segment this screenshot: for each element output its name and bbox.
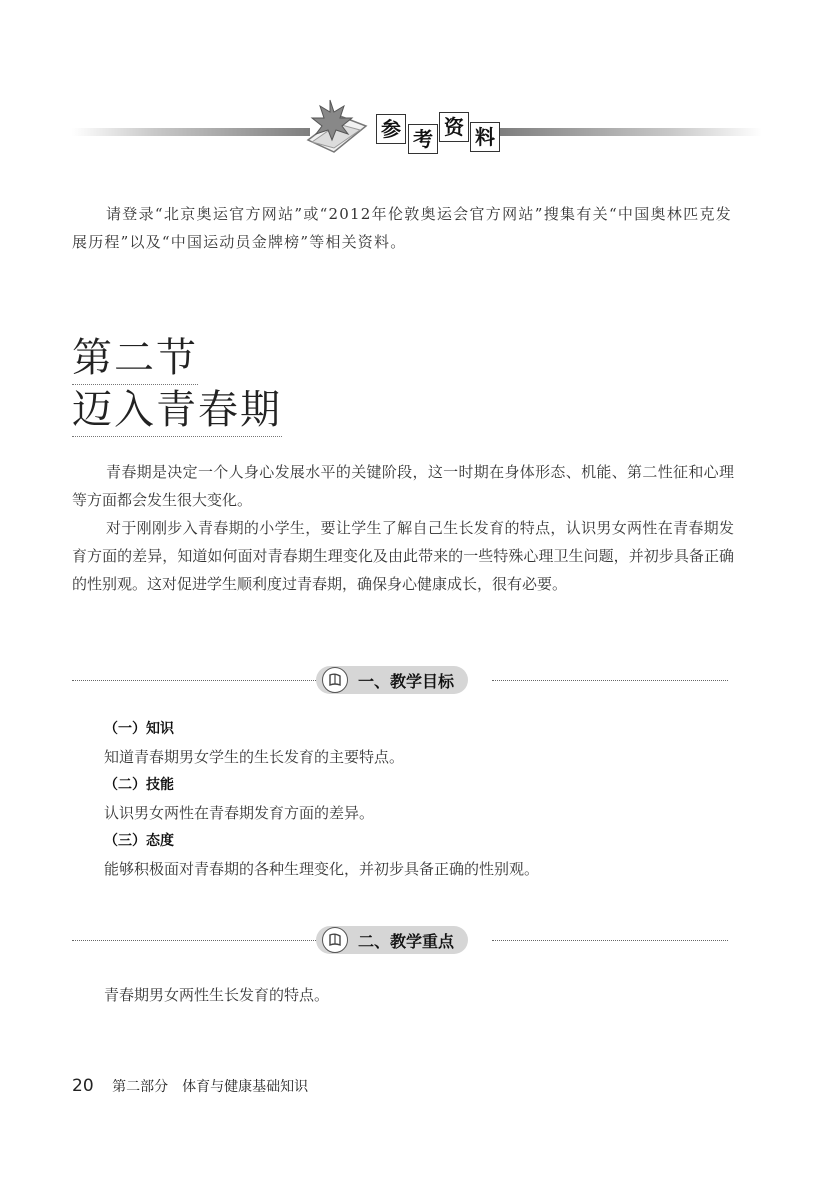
footer-part-title: 第二部分 体育与健康基础知识 [112,1079,309,1095]
objective-label-skills: （二）技能 [104,777,174,793]
reference-banner-line-right [500,128,762,136]
heading-divider-right [492,680,728,681]
heading-divider-left [72,680,320,681]
reference-char-4: 料 [470,122,500,152]
heading-divider-left-2 [72,940,320,941]
key-points-heading-label: 二、教学重点 [358,931,455,951]
section-number: 第二节 [72,334,198,385]
objective-text-attitude: 能够积极面对青春期的各种生理变化，并初步具备正确的性别观。 [104,860,540,878]
intro-paragraph-1: 青春期是决定一个人身心发展水平的关键阶段，这一时期在身体形态、机能、第二性征和心理等方面都会发生很大变化。 [72,463,734,509]
reference-char-3: 资 [439,112,469,142]
reference-banner-line-left [72,128,310,136]
book-icon [322,927,348,953]
page-footer [72,1076,308,1096]
page-number: 20 [72,1076,94,1096]
intro-text [72,458,734,598]
maple-leaf-icon [300,96,372,164]
objectives-heading [316,666,468,694]
reference-char-1: 参 [376,114,406,144]
intro-paragraph-2: 对于刚刚步入青春期的小学生，要让学生了解自己生长发育的特点，认识男女两性在青春期发育方面的差异，知道如何面对青春期生理变化及由此带来的一些特殊心理卫生问题，并初步具备正确的性别观。这对促进学生顺利度过青春期，确保身心健康成长，很有必要。 [72,519,734,593]
reference-char-2: 考 [408,124,438,154]
heading-divider-right-2 [492,940,728,941]
objective-label-knowledge: （一）知识 [104,721,174,737]
reference-paragraph: 请登录“北京奥运官方网站”或“2012年伦敦奥运会官方网站”搜集有关“中国奥林匹克发展历程”以及“中国运动员金牌榜”等相关资料。 [72,205,732,251]
objectives-heading-label: 一、教学目标 [358,671,455,691]
key-points-text: 青春期男女两性生长发育的特点。 [104,986,330,1004]
key-points-heading [316,926,468,954]
section-title: 迈入青春期 [72,386,282,437]
objective-text-skills: 认识男女两性在青春期发育方面的差异。 [104,804,375,822]
objective-text-knowledge: 知道青春期男女学生的生长发育的主要特点。 [104,748,405,766]
book-icon [322,667,348,693]
objective-label-attitude: （三）态度 [104,833,174,849]
